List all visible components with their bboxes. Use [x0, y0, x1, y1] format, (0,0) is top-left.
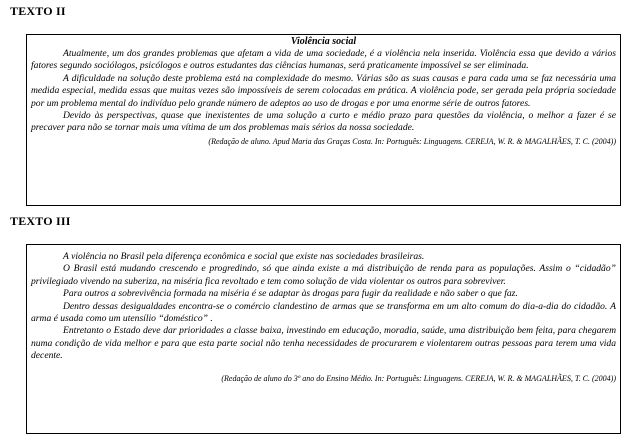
texto-iii-paragraph-2: O Brasil está mudando crescendo e progredindo, só que ainda existe a má distribuição de renda para as populações. Assim o “cidadão” privilegiado vivendo na suberiza, na miséria fica revoltado e tem como solução de vida violentar os outros para sobreviver. — [31, 263, 616, 287]
texto-ii-paragraph-1: Atualmente, um dos grandes problemas que afetam a vida de uma sociedade, é a violência nela inserida. Violência essa que devido a vários fatores segundo sociólogos, psicólogos e outros estudantes das ciências humanas, será praticamente impossível se ser eliminada. — [31, 48, 616, 72]
texto-iii-paragraph-4: Dentro dessas desigualdades encontra-se o comércio clandestino de armas que se transforma em um alto comum do dia-a-dia do cidadão. A arma é usada como um utensílio “doméstico” . — [31, 300, 616, 325]
texto-iii-paragraph-5: Entretanto o Estado deve dar prioridades a classe baixa, investindo em educação, moradia, saúde, uma distribuição bem feita, para chegarem numa condição de vida melhor e para que esta parte social não tenha necessidades de procurarem e violentarem outras pessoas para terem uma vida decente. — [31, 325, 616, 362]
texto-ii-box — [26, 34, 621, 206]
texto-iii-box — [26, 244, 621, 434]
texto-iii-paragraph-1: A violência no Brasil pela diferença econômica e social que existe nas sociedades brasileiras. — [63, 251, 425, 262]
texto-iii-heading: TEXTO III — [10, 214, 71, 228]
texto-iii-source: (Redação de aluno do 3º ano do Ensino Médio. In: Português: Linguagens. CEREJA, W. R. & MAGALHÃES, T. C. (2004)) — [221, 373, 616, 383]
texto-ii-source: (Redação de aluno. Apud Maria das Graças Costa. In: Português: Linguagens. CEREJA, W. R. & MAGALHÃES, T. C. (2004)) — [208, 136, 616, 146]
texto-ii-title: Violência social — [290, 36, 357, 47]
texto-ii-heading: TEXTO II — [10, 4, 66, 18]
texto-ii-paragraph-2: A dificuldade na solução deste problema está na complexidade do mesmo. Várias são as suas causas e para cada uma se faz necessária uma medida especial, medida essas que muitas vezes são impossíveis de serem colocadas em prática. A violência pode, ser gerada pela própria sociedade por um problema mental do indivíduo pelo grande número de adeptos ao uso de drogas e por uma enorme série de outros fatores. — [31, 72, 616, 109]
texto-ii-paragraph-3: Devido às perspectivas, quase que inexistentes de uma solução a curto e médio prazo para questões da violência, o melhor a fazer é se precaver para não se tornar mais uma vítima de um dos problemas mais sérios da nossa sociedade. — [31, 110, 616, 134]
texto-iii-paragraph-3: Para outros a sobrevivência formada na miséria é se adaptar às drogas para fugir da realidade e não saber o que faz. — [63, 288, 518, 300]
